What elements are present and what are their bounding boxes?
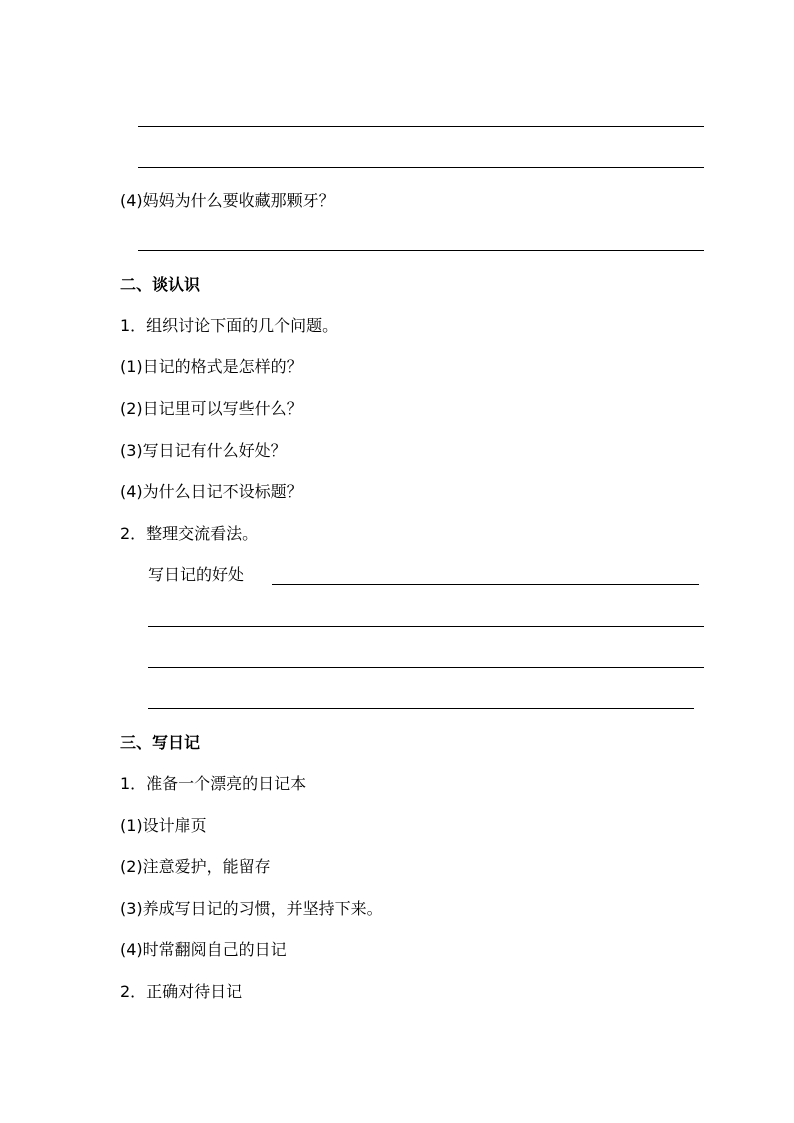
sub-item-2: (2)日记里可以写些什么？ bbox=[120, 399, 303, 418]
item-1: 1．组织讨论下面的几个问题。 bbox=[120, 316, 339, 335]
answer-line bbox=[138, 250, 704, 251]
sub-item-3: (3)写日记有什么好处？ bbox=[120, 441, 287, 460]
sub-item-2: (2)注意爱护，能留存 bbox=[120, 857, 271, 876]
sub-item-1: (1)设计扉页 bbox=[120, 816, 207, 835]
section-heading-3: 三、写日记 bbox=[120, 733, 201, 752]
sub-item-1: (1)日记的格式是怎样的？ bbox=[120, 357, 303, 376]
item-2: 2．整理交流看法。 bbox=[120, 524, 259, 543]
question-4: (4)妈妈为什么要收藏那颗牙？ bbox=[120, 191, 335, 210]
item-2: 2．正确对待日记 bbox=[120, 982, 243, 1001]
answer-line bbox=[148, 667, 704, 668]
sub-item-4: (4)时常翻阅自己的日记 bbox=[120, 940, 287, 959]
answer-line bbox=[148, 626, 704, 627]
benefit-prompt: 写日记的好处 bbox=[148, 565, 245, 584]
sub-item-4: (4)为什么日记不设标题？ bbox=[120, 482, 303, 501]
answer-line bbox=[138, 126, 704, 127]
sub-item-3: (3)养成写日记的习惯，并坚持下来。 bbox=[120, 899, 383, 918]
answer-line bbox=[272, 584, 699, 585]
section-heading-2: 二、谈认识 bbox=[120, 275, 201, 294]
answer-line bbox=[138, 167, 704, 168]
item-1: 1．准备一个漂亮的日记本 bbox=[120, 774, 307, 793]
answer-line bbox=[148, 708, 694, 709]
